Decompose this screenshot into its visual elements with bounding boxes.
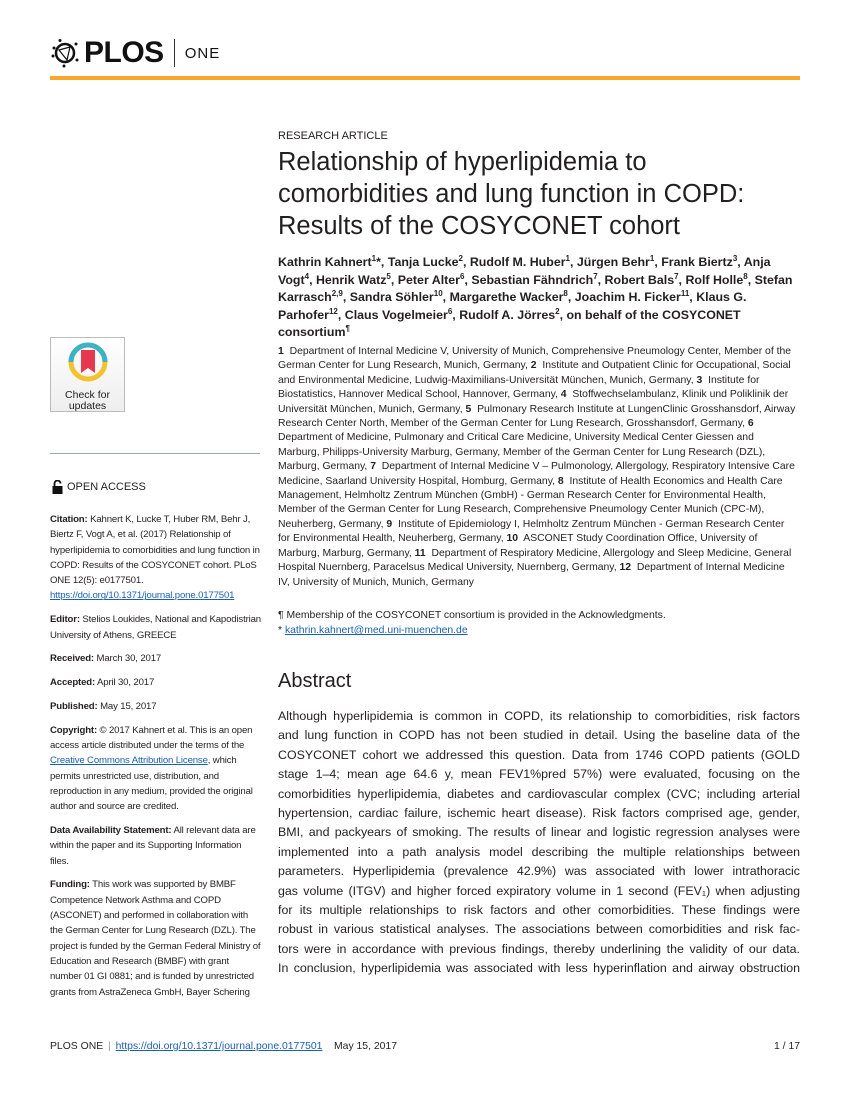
affiliation-number: 2 [530,360,537,372]
affiliation-text: Pulmonary Research Institute at LungenClinic Grosshansdorf, Airway Research Center North, Member of the German Center for Lung Research, Grosshansdorf, Germany, [278,403,796,430]
title-line: Relationship of hyperlipidemia to [278,148,647,176]
author-name: Kathrin Kahnert [278,255,372,269]
author-name: Jürgen Behr [576,255,650,269]
journal-name: ONE [184,44,221,62]
author-name: Margarethe Wacker [449,290,564,304]
abstract-line: In conclusion, hyperlipidemia was associated with less hyperinflation and airway obstruction [278,961,800,976]
affiliation-number: 6 [747,418,754,430]
membership-note: ¶ Membership of the COSYCONET consortium is provided in the Acknowledgments. [278,610,666,621]
author-name: Joachim H. Ficker [574,290,681,304]
author-affiliation-ref: 4 [304,271,310,281]
editor: Editor: Stelios Loukides, National and Kapodistrian University of Athens, GREECE [50,614,261,641]
affiliation-number: 3 [696,374,703,386]
article-type: RESEARCH ARTICLE [278,130,388,142]
corresponding-email-link[interactable]: kathrin.kahnert@med.uni-muenchen.de [284,625,468,636]
affiliation-text: ASCONET Study Coordination Office, University of Marburg, Marburg, Germany, [278,533,758,559]
author-affiliation-ref: 3 [732,253,738,263]
header-rule [50,76,800,80]
license-link[interactable]: Creative Commons Attribution License [50,755,208,767]
author-affiliation-ref: 8 [743,271,748,281]
affiliation-text: Department of Internal Medicine V, University of Munich, Comprehensive Pneumology Center, Member of the German Center for Lung Research, Munich, Germany, [278,346,792,372]
abstract-line: and lung function in COPD has not been studied in detail. Using the baseline data of the [278,728,800,743]
affiliation-text: Department of Respiratory Medicine, Allergology and Sleep Medicine, General Hospital Nuernberg, Paracelsus Medical University, Nuernberg, Germany, [278,547,792,574]
affiliation-text: Stoffwechselambulanz, Klinik und Poliklinik der Universität München, Munich, Germany, [278,389,789,415]
author-name: Rudolf M. Huber [469,255,566,269]
page-number: 1 / 17 [774,1041,800,1052]
article-title [278,146,808,242]
corresponding-author-mark: * [376,255,381,269]
affiliation-text: Department of Internal Medicine V – Pulmonology, Allergology, Respiratory Intensive Care Medicine, Saarland University Hospital, Homburg, Germany, [278,461,795,487]
logo-divider [174,39,175,67]
author-affiliation-ref: 1 [371,253,377,263]
page-footer: PLOS ONE | https://doi.org/10.1371/journal.pone.0177501 May 15, 2017 1 / 17 [50,1041,800,1052]
check-for-updates-label: Check for updates [65,389,110,412]
funding: Funding: This work was supported by BMBF Competence Network Asthma and COPD (ASCONET) and performed in collaboration with the German Center for Lung Research (DZL). The project is funded by the German Federal Ministry of Education and Research (BMBF) with grant number 01 GI 0881; and is funded by unrestricted grants from AstraZeneca GmbH, Bayer Schering [50,879,261,998]
abstract-body [278,707,800,979]
received-date: Received: March 30, 2017 [50,653,162,665]
affiliation-text: Department of Internal Medicine IV, University of Munich, Munich, Germany [278,562,785,588]
abstract-line: robust in various statistical analyses. The associations between comorbidities and risk fac- [278,922,800,937]
open-lock-icon [52,480,63,494]
abstract-line: hypertension, cardiac failure, ischemic heart disease). Risk factors comprised age, gender, [278,806,800,821]
author-name: Stefan Karrasch [278,272,793,304]
title-line: comorbidities and lung function in COPD: [278,180,745,208]
author-list: Kathrin Kahnert$^1$*, Tanja Lucke$^2$, Rudolf M. Huber$^1$, Jürgen Behr$^1$, Frank Biertz$^3$, Anja Vogt$^4$, Henrik Watz$^5$, Peter Alter$^6$, Sebastian Fähndrich$^7$, Robert Bals$^7$, Rolf Holle$^8$, Stefan Karrasch$^{2,9}$, Sandra Söhler$^{10}$, Margarethe Wacker$^8$, Joachim H. Ficker$^{11}$, Klaus G. Parhofer$^{12}$, Claus Vogelmeier$^6$, Rudolf A. Jörres$^2$, on behalf of the COSYCONET consortium¶ [278,253,793,339]
data-availability: Data Availability Statement: All relevant data are within the paper and its Supporting Information files. [50,825,256,867]
footer-doi-link[interactable]: https://doi.org/10.1371/journal.pone.0177501 [115,1041,323,1052]
author-affiliation-ref: 11 [680,288,690,298]
published-date: Published: May 15, 2017 [50,700,157,712]
author-affiliation-ref: 1 [649,253,655,263]
author-name: Rolf Holle [685,272,744,287]
corresponding-mark: * [278,625,283,636]
affiliation-number: 10 [506,533,519,545]
abstract-line: BMI, and packyears of smoking. The results of linear and logistic regression analyses were [278,825,800,840]
author-name: Sandra Söhler [349,290,434,304]
plos-globe-icon [50,38,80,68]
affiliation-number: 11 [414,547,426,559]
brand-name: PLOS [84,36,164,69]
author-notes [278,608,666,638]
affiliation-text: Institute of Epidemiology I, Helmholtz Zentrum München - German Research Center for Environmental Health, Neuherberg, Germany, [278,518,785,545]
affiliation-text: Department of Medicine, Pulmonary and Critical Care Medicine, University Medical Center Giessen and Marburg, Philipps-University Marburg, Germany, Member of the German Center for Lung Research (DZL), Marburg, Germany, [278,432,766,473]
citation-doi-link[interactable]: https://doi.org/10.1371/journal.pone.0177501 [50,590,235,602]
affiliation-number: 1 [278,346,284,357]
abstract-line: stage 1–4; mean age 64.6 y, mean FEV1%pred 57%) were evaluated, focusing on the [278,767,800,782]
accepted-date: Accepted: April 30, 2017 [50,677,155,689]
author-name: Robert Bals [604,272,675,287]
affiliation-number: 7 [370,461,376,473]
abstract-line: for its multiple relationships to risk factors and other comorbidities. These findings were [278,903,800,918]
author-affiliation-ref: 12 [328,306,338,316]
copyright: Copyright: © 2017 Kahnert et al. This is an open access article distributed under the terms of the Creative Commons Attribution License, which permits unrestricted use, distribution, and reproduction in any medium, provided the original author and source are credited. [50,724,253,813]
author-name: Henrik Watz [315,272,387,287]
author-affiliation-ref: 5 [386,271,391,281]
footer-journal: PLOS ONE [50,1041,104,1052]
author-affiliation-ref: 7 [593,271,598,281]
affiliation-number: 5 [465,403,472,415]
author-name: Tanja Lucke [387,255,459,269]
sidebar-divider [50,453,260,454]
author-name: Klaus G. Parhofer [278,290,747,322]
affiliation-text: Institute and Outpatient Clinic for Occupational, Social and Environmental Medicine, Ludwig-Maximilians-Universität München, Munich, Germany, [278,360,791,386]
affiliation-number: 4 [560,389,567,401]
footer-date: May 15, 2017 [334,1041,397,1052]
author-affiliation-ref: 7 [674,271,679,281]
author-name: Frank Biertz [661,255,733,269]
open-access-badge [52,480,146,494]
abstract-line: implemented into a path analysis model describing the multiple relationships between [278,844,800,859]
abstract-line: gas volume (ITGV) and higher forced expiratory volume in 1 second (FEV₁) when adjusting [278,883,800,898]
abstract-line: tors were in accordance with previous findings, thereby underlining the validity of our data. [278,941,800,956]
affiliations [278,345,798,590]
abstract-line: COSYCONET cohort we addressed this question. Data from 1746 COPD patients (GOLD [278,747,800,762]
bookmark-ring-icon [67,341,109,383]
author-name: Peter Alter [397,272,460,287]
abstract-line: Although hyperlipidemia is common in COPD, its relationship to comorbidities, risk factors [278,709,800,723]
author-affiliation-ref: 1 [565,253,570,263]
author-affiliation-ref: 2 [555,306,560,316]
author-affiliation-ref: 2 [458,253,463,263]
article-info-sidebar [50,512,262,1008]
abstract-line: parameters. Hyperlipidemia (prevalence 42.9%) was associated with lower intrathoracic [278,864,800,879]
abstract-heading: Abstract [278,670,352,692]
open-access-label: OPEN ACCESS [67,481,146,493]
author-affiliation-ref: 8 [563,288,568,298]
affiliation-number: 12 [619,562,632,574]
abstract-line: comorbidities hyperlipidemia, diabetes and cardiovascular complex (CVC; including arterial [278,786,800,801]
author-name: Rudolf A. Jörres [459,307,556,322]
author-affiliation-ref: 10 [433,288,443,298]
affiliation-number: 9 [386,518,393,530]
title-line: Results of the COSYCONET cohort [278,212,681,240]
affiliation-number: 8 [557,475,564,487]
plos-one-logo [50,36,220,70]
author-name: Anja Vogt [278,255,771,287]
author-affiliation-ref: 2,9 [331,288,343,298]
citation: Citation: Kahnert K, Lucke T, Huber RM, Behr J, Biertz F, Vogt A, et al. (2017) Relationship of hyperlipidemia to comorbidities and lung function in COPD: Results of the COSYCONET cohort. PLoS ONE 12(5): e0177501. https://doi.org/10.1371/journal.pone.0177501 [50,514,260,602]
author-affiliation-ref: 6 [459,271,465,281]
author-name: on behalf of the COSYCONET consortium [278,307,741,339]
author-name: Sebastian Fähndrich [471,272,594,287]
author-affiliation-ref: ¶ [345,323,350,333]
author-name: Claus Vogelmeier [344,307,448,322]
affiliation-text: Institute of Health Economics and Health Care Management, Helmholtz Zentrum München (GmbH) - German Research Center for Environmental Health, Member of the German Center for Lung Research, Comprehensive Pneumology Center Munich (CPC-M), Neuherberg, Germany, [278,475,783,530]
author-affiliation-ref: 6 [447,306,453,316]
check-for-updates-button[interactable] [50,337,125,412]
affiliation-text: Institute for Biostatistics, Hannover Medical School, Hannover, Germany, [278,374,760,401]
